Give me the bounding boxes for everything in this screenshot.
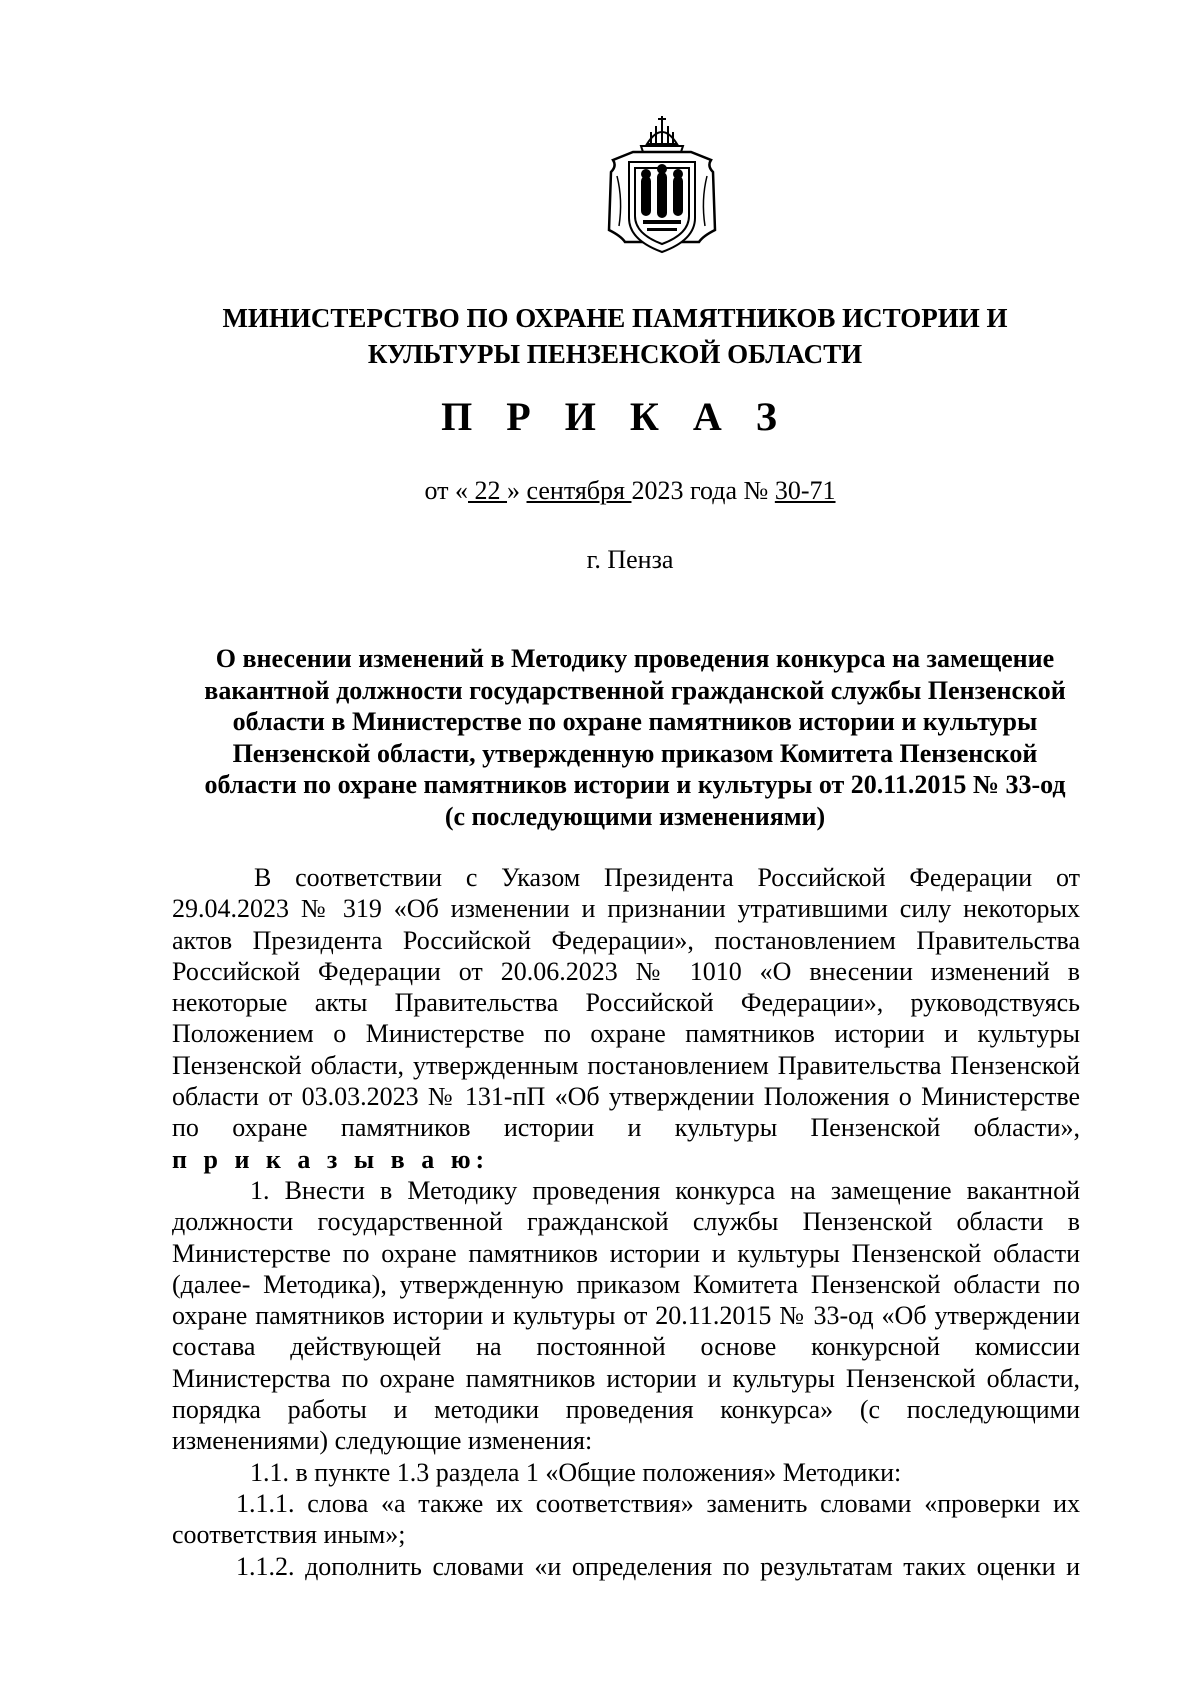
text-line: 1.1. в пункте 1.3 раздела 1 «Общие положения» Методики:	[250, 1457, 902, 1487]
command-word: п р и к а з ы в а ю:	[172, 1144, 490, 1174]
subject-line: области в Министерстве по охране памятников истории и культуры	[232, 707, 1038, 736]
subject-line: вакантной должности государственной гражданской службы Пензенской	[204, 675, 1066, 705]
text-line: 29.04.2023 № 319 «Об изменении и признании утратившими силу некоторых	[172, 894, 1080, 924]
subject-line: (с последующими изменениями)	[444, 801, 826, 831]
order-month: сентября	[526, 476, 632, 505]
text-line: Российской Федерации от 20.06.2023 № 1010 «О внесении изменений в	[172, 956, 1080, 986]
ministry-name-line: МИНИСТЕРСТВО ПО ОХРАНЕ ПАМЯТНИКОВ ИСТОРИИ И	[222, 303, 1008, 333]
text-line: области от 03.03.2023 № 131-пП «Об утверждении Положения о Министерстве	[172, 1082, 1080, 1112]
item-1-paragraph	[172, 1175, 1080, 1457]
text-line: некоторые акты Правительства Российской Федерации», руководствуясь	[172, 988, 1080, 1018]
ministry-name	[165, 300, 1065, 372]
item-1-1-2-paragraph	[172, 1551, 1080, 1582]
preamble-paragraph	[172, 862, 1080, 1175]
text-line: В соответствии с Указом Президента Российской Федерации от	[254, 863, 1080, 892]
text-line: Пензенской области, утвержденным постановлением Правительства Пензенской	[172, 1050, 1080, 1080]
text-line: 1.1.2. дополнить словами «и определения по результатам таких оценки и	[236, 1551, 1080, 1581]
city-name: г. Пенза	[586, 545, 674, 574]
text-line: изменениями) следующие изменения:	[172, 1426, 593, 1456]
order-subject	[190, 643, 1080, 832]
text-line: охране памятников истории и культуры от 20.11.2015 № 33-од «Об утверждении	[172, 1301, 1080, 1331]
text-line: Министерства по охране памятников истории и культуры Пензенской области,	[172, 1363, 1080, 1393]
subject-line: Пензенской области, утвержденную приказом Комитета Пензенской	[232, 738, 1038, 768]
subject-line: области по охране памятников истории и культуры от 20.11.2015 № 33-од	[204, 770, 1066, 799]
coat-of-arms-emblem	[603, 110, 721, 260]
document-type-title: П Р И К А З	[441, 394, 789, 439]
item-1-1-1-paragraph	[172, 1488, 1080, 1551]
subject-line: О внесении изменений в Методику проведения конкурса на замещение	[215, 644, 1055, 673]
order-body	[172, 862, 1080, 1582]
order-year: 2023 года №	[631, 476, 775, 505]
text-line: соответствия иным»;	[172, 1520, 406, 1550]
text-line: 1.1.1. слова «а также их соответствия» заменить словами «проверки их	[236, 1488, 1080, 1518]
order-quote-close: »	[507, 476, 527, 505]
order-number: 30-71	[774, 476, 836, 505]
text-line: актов Президента Российской Федерации», постановлением Правительства	[172, 925, 1080, 955]
text-line: порядка работы и методики проведения конкурса» (с последующими	[172, 1395, 1080, 1425]
order-prefix: от «	[424, 476, 469, 505]
order-day: 22	[468, 476, 508, 505]
text-line: Положением о Министерстве по охране памятников истории и культуры	[172, 1019, 1080, 1049]
text-line: должности государственной гражданской службы Пензенской области в	[172, 1207, 1080, 1237]
text-line: (далее- Методика), утвержденную приказом Комитета Пензенской области по	[172, 1269, 1080, 1299]
text-line: 1. Внести в Методику проведения конкурса на замещение вакантной	[250, 1175, 1080, 1205]
text-line: по охране памятников истории и культуры Пензенской области»,	[172, 1113, 1080, 1143]
text-line: Министерстве по охране памятников истории и культуры Пензенской области	[172, 1238, 1080, 1268]
text-line: состава действующей на постоянной основе конкурсной комиссии	[172, 1332, 1080, 1362]
ministry-name-line: КУЛЬТУРЫ ПЕНЗЕНСКОЙ ОБЛАСТИ	[367, 339, 863, 369]
item-1-1-paragraph	[172, 1457, 1080, 1488]
order-date-number	[0, 475, 1200, 507]
